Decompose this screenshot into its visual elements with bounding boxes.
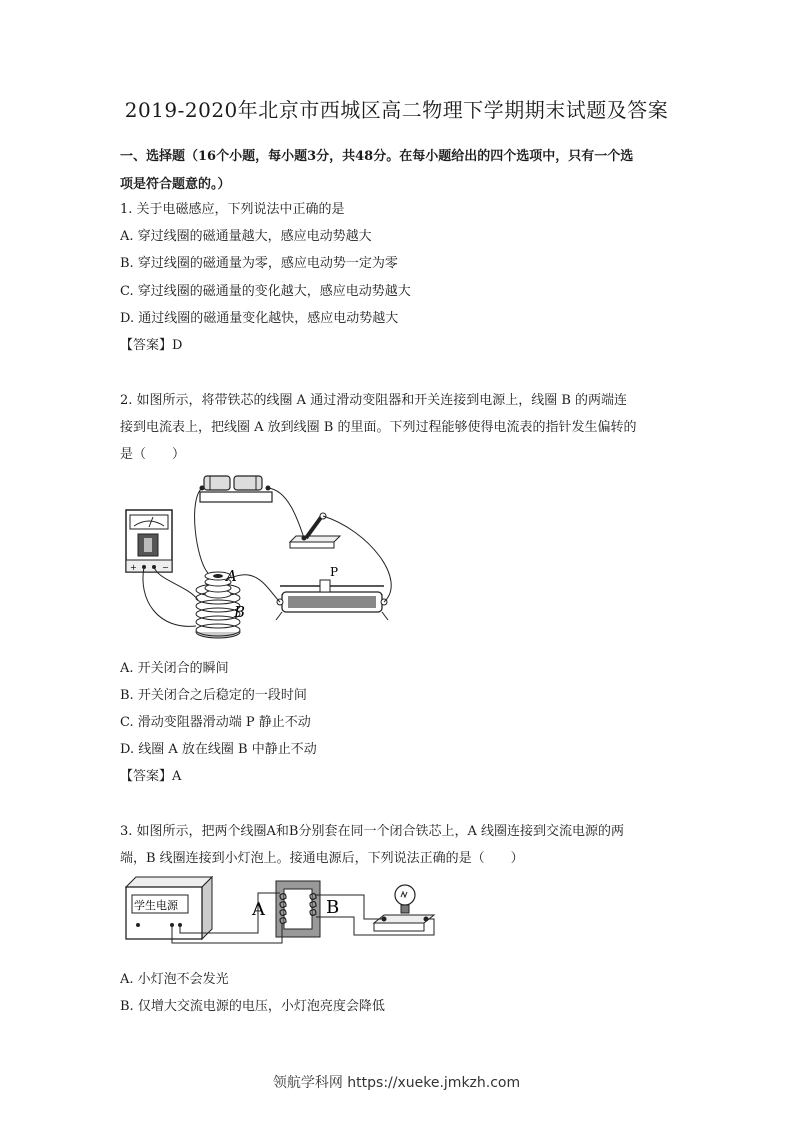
ammeter-icon <box>126 510 172 572</box>
q3-option-b: B. 仅增大交流电源的电压，小灯泡亮度会降低 <box>120 999 385 1014</box>
light-bulb-icon <box>374 885 434 931</box>
q2-option-b: B. 开关闭合之后稳定的一段时间 <box>120 688 307 703</box>
q2-stem-line-1: 2. 如图所示，将带铁芯的线圈 A 通过滑动变阻器和开关连接到电源上，线圈 B 的两端连 <box>120 393 628 408</box>
q2-option-c: C. 滑动变阻器滑动端 P 静止不动 <box>120 715 311 730</box>
coil-b-label: B <box>234 603 246 621</box>
slider-p-label: P <box>330 565 339 579</box>
q1-option-d: D. 通过线圈的磁通量变化越快，感应电动势越大 <box>120 311 399 326</box>
q2-stem-line-3: 是（ ） <box>120 447 186 462</box>
q2-stem-line-2: 接到电流表上，把线圈 A 放到线圈 B 的里面。下列过程能够使得电流表的指针发生偏转的 <box>120 420 637 435</box>
battery-icon <box>200 476 273 502</box>
q1-answer: 【答案】D <box>120 338 183 353</box>
q3-stem-line-2: 端，B 线圈连接到小灯泡上。接通电源后，下列说法正确的是（ ） <box>120 851 524 866</box>
q3-stem-line-1: 3. 如图所示，把两个线圈A和B分别套在同一个闭合铁芯上，A 线圈连接到交流电源的两 <box>120 824 624 839</box>
q2-circuit-figure <box>118 470 408 640</box>
q3-option-a: A. 小灯泡不会发光 <box>120 972 229 987</box>
coil-b-label: B <box>326 897 340 918</box>
q2-answer: 【答案】A <box>120 769 182 784</box>
q1-option-c: C. 穿过线圈的磁通量的变化越大，感应电动势越大 <box>120 284 411 299</box>
q1-option-a: A. 穿过线圈的磁通量越大，感应电动势越大 <box>120 229 372 244</box>
section-heading-line-2: 项是符合题意的。） <box>120 177 231 192</box>
section-heading-line-1: 一、选择题（16个小题，每小题3分，共48分。在每小题给出的四个选项中，只有一个选 <box>120 149 634 164</box>
meter-plus-label: + <box>130 563 137 572</box>
q2-option-a: A. 开关闭合的瞬间 <box>120 661 229 676</box>
rheostat-icon <box>276 580 388 620</box>
q3-transformer-figure <box>118 873 448 945</box>
q1-option-b: B. 穿过线圈的磁通量为零，感应电动势一定为零 <box>120 256 398 271</box>
page-title: 2019-2020年北京市西城区高二物理下学期期末试题及答案 <box>124 98 669 122</box>
coil-a-label: A <box>226 567 237 585</box>
page-footer: 领航学科网 https://xueke.jmkzh.com <box>272 1075 521 1091</box>
switch-icon <box>290 513 340 548</box>
q2-option-d: D. 线圈 A 放在线圈 B 中静止不动 <box>120 742 317 757</box>
power-supply-label: 学生电源 <box>134 899 178 912</box>
coil-a-label: A <box>252 899 265 920</box>
q1-stem: 1. 关于电磁感应，下列说法中正确的是 <box>120 202 345 217</box>
meter-minus-label: − <box>162 563 169 572</box>
